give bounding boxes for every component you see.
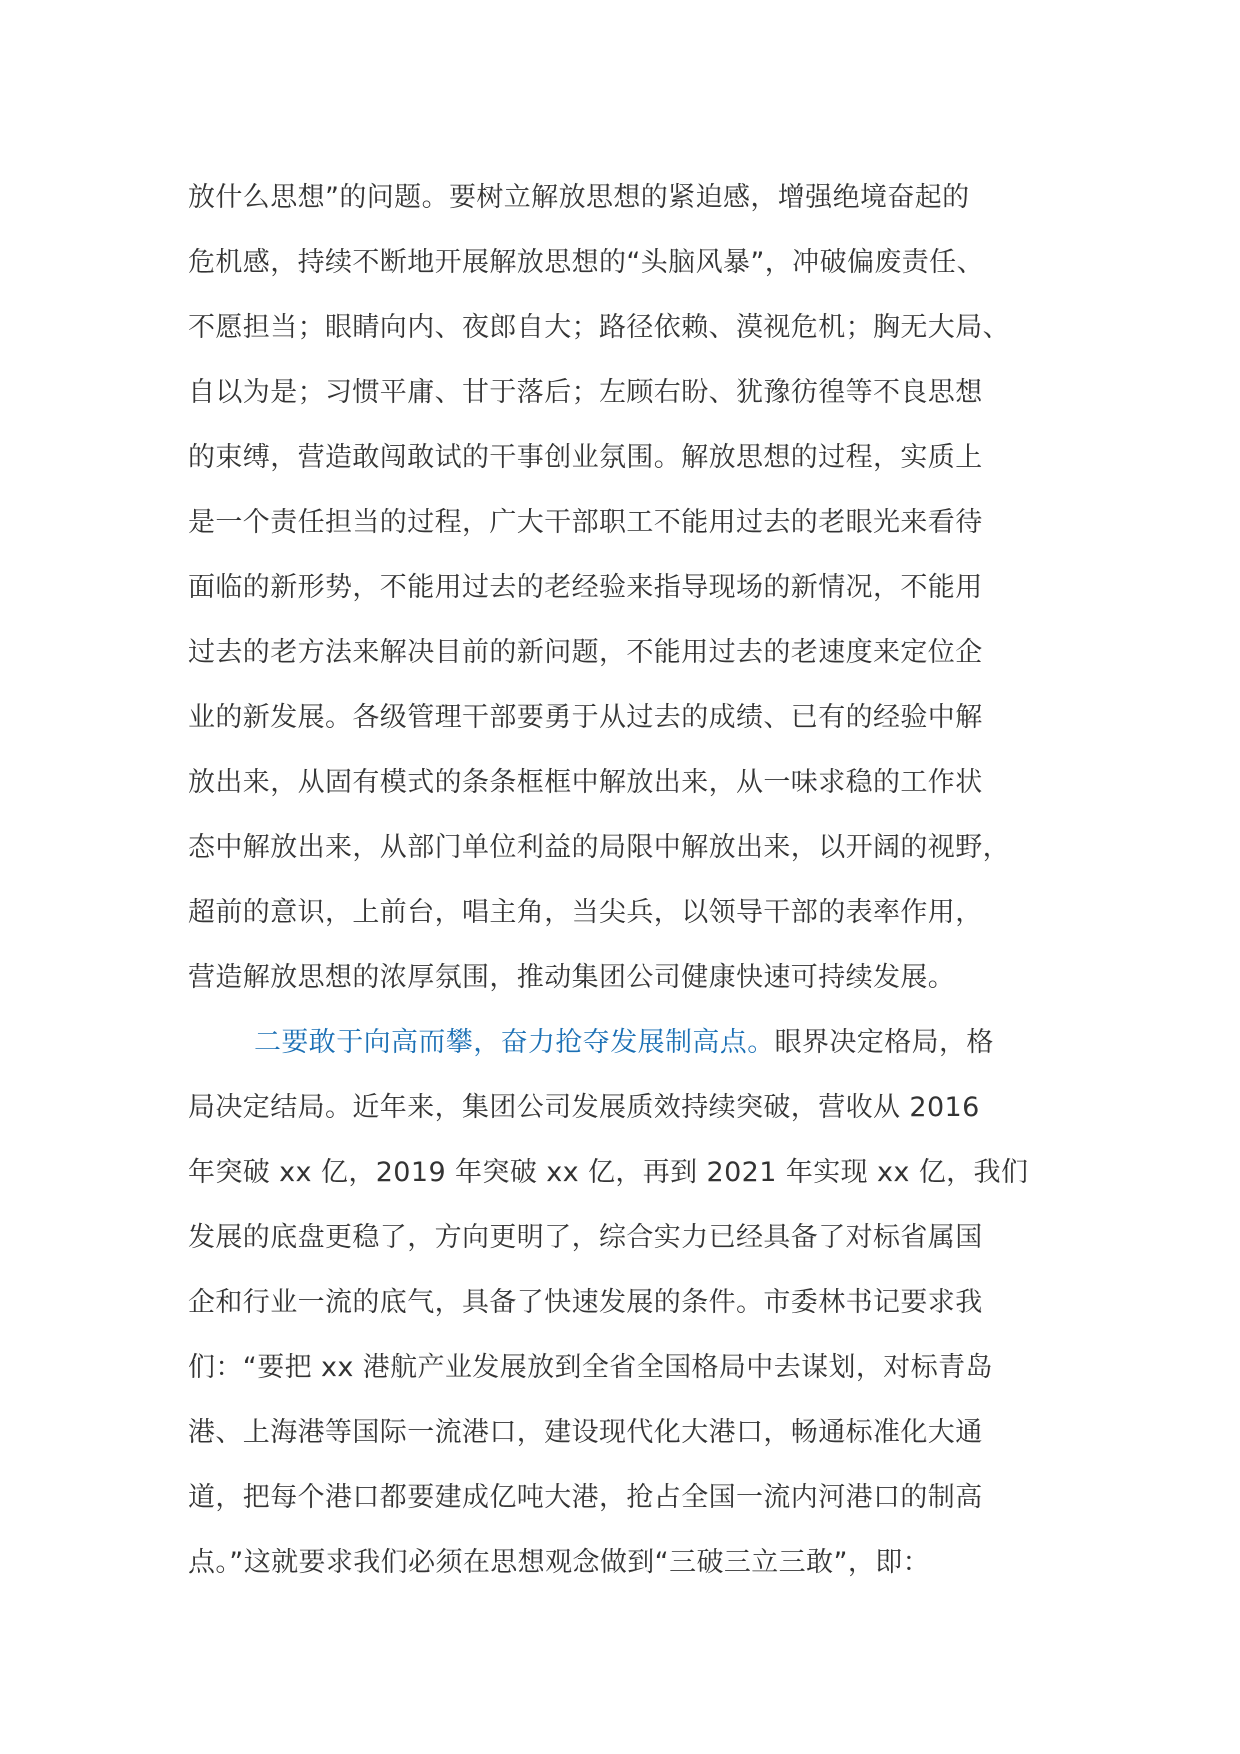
paragraph-line: 道，把每个港口都要建成亿吨大港，抢占全国一流内河港口的制高 xyxy=(188,1482,983,1513)
section-first-line-text: 眼界决定格局，格 xyxy=(774,1027,994,1058)
paragraph-line: 们：“要把 xx 港航产业发展放到全省全国格局中去谋划，对标青岛 xyxy=(188,1352,993,1383)
paragraph-line: 自以为是；习惯平庸、甘于落后；左顾右盼、犹豫彷徨等不良思想 xyxy=(188,377,983,408)
body-text xyxy=(188,165,1068,1595)
paragraph-line: 过去的老方法来解决目前的新问题，不能用过去的老速度来定位企 xyxy=(188,637,983,668)
paragraph-line: 态中解放出来，从部门单位利益的局限中解放出来，以开阔的视野， xyxy=(188,832,1010,863)
paragraph-line: 企和行业一流的底气，具备了快速发展的条件。市委林书记要求我 xyxy=(188,1287,983,1318)
section-heading: 二要敢于向高而攀，奋力抢夺发展制高点。 xyxy=(254,1027,775,1058)
paragraph-line: 的束缚，营造敢闯敢试的干事创业氛围。解放思想的过程，实质上 xyxy=(188,442,983,473)
paragraph-line: 放出来，从固有模式的条条框框中解放出来，从一味求稳的工作状 xyxy=(188,767,983,798)
paragraph-line: 面临的新形势，不能用过去的老经验来指导现场的新情况，不能用 xyxy=(188,572,983,603)
paragraph-line: 是一个责任担当的过程，广大干部职工不能用过去的老眼光来看待 xyxy=(188,507,983,538)
paragraph-line: 点。”这就要求我们必须在思想观念做到“三破三立三敢”，即： xyxy=(188,1547,931,1578)
paragraph-line: 放什么思想”的问题。要树立解放思想的紧迫感，增强绝境奋起的 xyxy=(188,182,970,213)
paragraph-line: 业的新发展。各级管理干部要勇于从过去的成绩、已有的经验中解 xyxy=(188,702,983,733)
paragraph-line: 不愿担当；眼睛向内、夜郎自大；路径依赖、漠视危机；胸无大局、 xyxy=(188,312,1010,343)
paragraph-line: 危机感，持续不断地开展解放思想的“头脑风暴”，冲破偏废责任、 xyxy=(188,247,984,278)
paragraph-line: 年突破 xx 亿，2019 年突破 xx 亿，再到 2021 年实现 xx 亿，我们 xyxy=(188,1157,1029,1188)
paragraph-line: 超前的意识，上前台，唱主角，当尖兵，以领导干部的表率作用， xyxy=(188,897,983,928)
paragraph-line: 局决定结局。近年来，集团公司发展质效持续突破，营收从 2016 xyxy=(188,1092,980,1123)
paragraph-line: 发展的底盘更稳了，方向更明了，综合实力已经具备了对标省属国 xyxy=(188,1222,983,1253)
paragraph-line: 港、上海港等国际一流港口，建设现代化大港口，畅通标准化大通 xyxy=(188,1417,983,1448)
paragraph-line: 营造解放思想的浓厚氛围，推动集团公司健康快速可持续发展。 xyxy=(188,962,956,993)
section-first-line xyxy=(188,1010,1068,1075)
